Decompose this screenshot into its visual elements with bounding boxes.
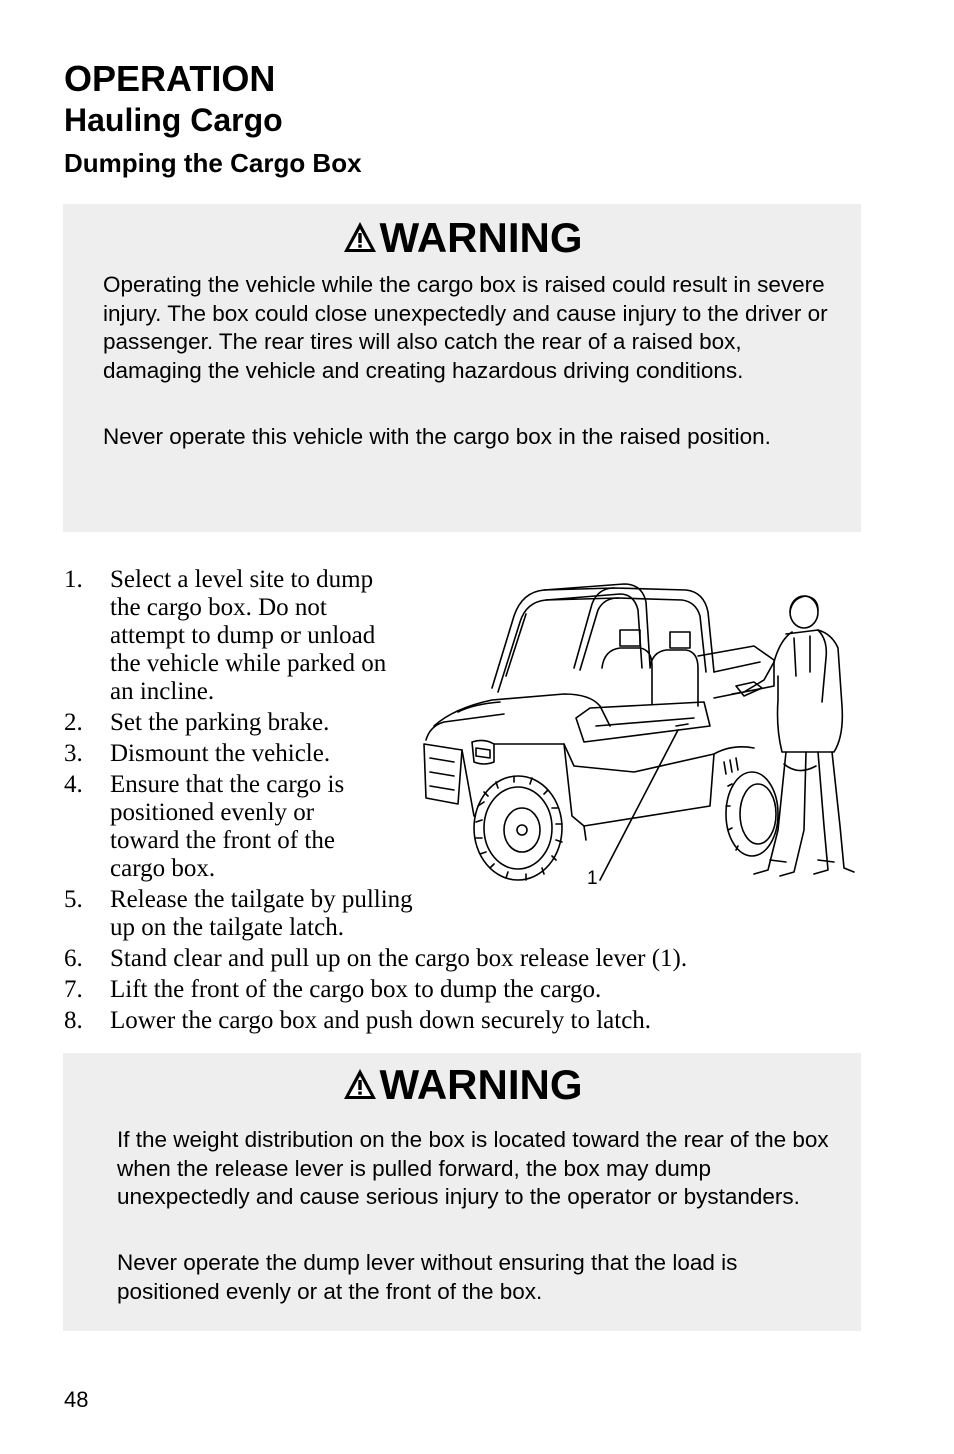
- warning-paragraph: Operating the vehicle while the cargo box is raised could result in severe injury. The box could close unexpectedly and cause injury to the driver or passenger. The rear tires will also catch the rear of a raised box, damaging the vehicle and creating hazardous driving conditions.: [103, 272, 828, 383]
- page-number: 48: [64, 1387, 89, 1412]
- warning-paragraph: If the weight distribution on the box is located toward the rear of the box when the release lever is pulled forward, the box may dump unexpectedly and cause serious injury to the operator or bystanders.: [117, 1127, 829, 1209]
- list-item: 1. Select a level site to dump the cargo box. Do not attempt to dump or unload the vehicle while parked on an incline.: [64, 566, 387, 705]
- warning-triangle-icon: [342, 1067, 378, 1101]
- figure-callout-label: 1: [587, 868, 598, 889]
- list-item: 7. Lift the front of the cargo box to dump the cargo.: [64, 976, 602, 1003]
- warning-heading-2: [63, 1061, 861, 1109]
- warning-box-1: [63, 204, 861, 532]
- subsection-title: Hauling Cargo: [64, 102, 283, 138]
- warning-title-text-1: WARNING: [379, 214, 583, 261]
- warning-box-2: [63, 1053, 861, 1331]
- list-item: 2. Set the parking brake.: [64, 709, 330, 736]
- utility-vehicle-illustration: [414, 576, 860, 890]
- list-item: 3. Dismount the vehicle.: [64, 740, 331, 767]
- topic-title: Dumping the Cargo Box: [64, 148, 362, 178]
- list-item: 5. Release the tailgate by pulling up on the tailgate latch.: [64, 886, 413, 941]
- warning-paragraph: Never operate this vehicle with the cargo box in the raised position.: [103, 424, 771, 449]
- list-item: 4. Ensure that the cargo is positioned evenly or toward the front of the cargo box.: [64, 771, 345, 882]
- list-item: 6. Stand clear and pull up on the cargo box release lever (1).: [64, 945, 688, 972]
- warning-triangle-icon: [342, 220, 378, 254]
- warning-title-text-2: WARNING: [379, 1061, 583, 1108]
- warning-heading-1: [63, 214, 861, 262]
- list-item: 8. Lower the cargo box and push down securely to latch.: [64, 1007, 652, 1034]
- section-title: OPERATION: [64, 58, 276, 99]
- warning-paragraph: Never operate the dump lever without ensuring that the load is positioned evenly or at the front of the box.: [117, 1250, 738, 1304]
